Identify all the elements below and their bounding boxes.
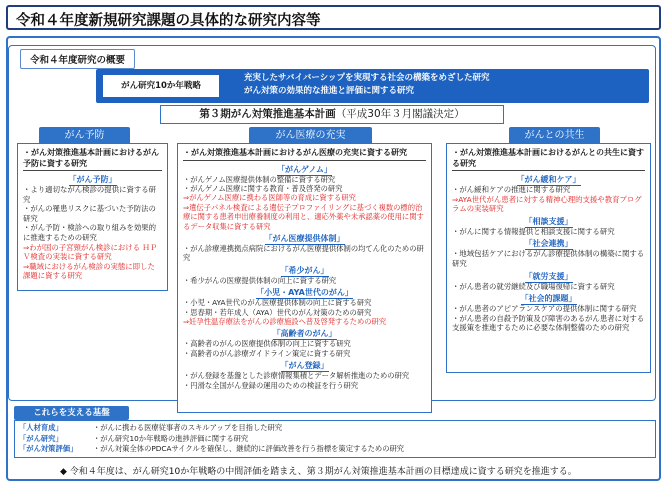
highlight-item: ⇒わが国の子宮頸がん検診における ＨＰＶ検査の実装に資する研究 [23,242,158,262]
medical-heading: ・がん対策推進基本計画におけるがん医療の充実に資する研究 [183,148,426,161]
coexist-heading: ・がん対策推進基本計画におけるがんとの共生に資する研究 [452,148,645,171]
strategy-line-1: 充実したサバイバーシップを実現する社会の構築をめざした研究 [244,73,490,83]
research-item: ・高齢者のがん診療ガイドライン策定に資する研究 [183,348,351,358]
category-title [183,165,426,175]
category-title [183,329,426,339]
research-item: ・がん患者の自殺予防策及び障害のあるがん患者に対する支援策を推進するために必要な体制整備のための研究 [452,313,645,333]
support-text-eval: ・がん対策全体のPDCAサイクルを確保し、継続的に評価改善を行う指標を策定するための研究 [93,444,405,453]
category-label: 「がん予防」 [68,175,117,184]
category-label: 「社会連携」 [524,239,573,249]
category-title [183,266,426,276]
support-row [19,434,651,445]
category-title [452,175,645,185]
strategy-text [244,72,489,98]
category-title [452,239,645,249]
research-item: ・地域包括ケアにおけるがん診療提供体制の構築に関する研究 [452,249,645,268]
research-item: ・がんの罹患リスクに基づいた予防法の研究 [23,204,156,223]
coexist-box [446,143,651,373]
highlight-item: ⇒がんゲノム医療に携わる医師等の育成に資する研究 [183,193,356,203]
strategy-label: がん研究10か年戦略 [103,75,219,97]
support-row [19,444,651,455]
category-label: 「がん登録」 [280,361,329,371]
support-label-eval: 「がん対策評価」 [19,444,78,453]
support-row [19,423,651,434]
plan-title-sub: （平成30年３月閣議決定） [335,108,465,120]
bottom-note: ◆ 令和４年度は、がん研究10か年戦略の中間評価を踏まえ、第３期がん対策推進基本計画の目標達成に資する研究を推進する。 [60,467,577,477]
strategy-line-2: がん対策の効果的な推進と評価に関する研究 [244,86,415,96]
category-label: 「希少がん」 [280,265,329,275]
research-item: ・小児・AYA世代のがん医療提供体制の向上に資する研究 [183,298,372,308]
prevention-categories [23,175,162,281]
category-label: 「社会的課題」 [520,294,577,304]
research-item: ・高齢者のがんの医療提供体制の向上に資する研究 [183,339,351,349]
highlight-item: ⇒AYA世代がん患者に対する精神心理的支援や教育プログラムの実装研究 [452,194,642,214]
research-item: ・がん緩和ケアの推進に関する研究 [452,185,571,194]
highlight-item: ⇒遺伝子パネル検査による遺伝子プロファイリングに基づく複数の標的治療に関する患者申出療養制度の利用と、適応外薬や未承認薬の使用に関するデータ収集に資する研究 [183,202,424,231]
category-label: 「がん緩和ケア」 [516,175,581,184]
research-item: ・がん患者の就労継続及び職場復帰に資する研究 [452,281,615,291]
category-label: 「がん医療提供体制」 [264,233,345,243]
tab-prevention: がん予防 [39,127,130,144]
plan-title-main: 第３期がん対策推進基本計画 [199,108,336,120]
support-label-hr: 「人材育成」 [19,423,63,432]
tab-coexist: がんとの共生 [509,127,600,144]
category-title [183,234,426,244]
research-item: ・がんゲノム医療提供体制の整備に資する研究 [183,174,336,184]
category-title [183,361,426,371]
research-item: ・円滑な全国がん登録の運用のための検証を行う研究 [183,380,359,390]
overview-tab: 令和４年度研究の概要 [20,49,135,69]
category-title [23,175,162,185]
support-text-hr: ・がんに携わる医療従事者のスキルアップを目指した研究 [93,423,283,432]
category-title [183,288,426,298]
medical-categories [183,165,426,391]
category-label: 「相談支援」 [524,216,573,226]
research-item: ・がん患者のアピアランスケアの提供体制に関する研究 [452,304,637,314]
support-text-research: ・がん研究10か年戦略の進捗評価に関する研究 [93,433,249,443]
page-title: 令和４年度新規研究課題の具体的な研究内容等 [6,5,661,30]
research-item: ・がん予防・検診への取り組みを効果的に推進するための研究 [23,223,157,242]
category-label: 「小児・AYA世代のがん」 [256,288,353,298]
category-label: 「高齢者のがん」 [272,329,337,339]
research-item: ・思春期・若年成人（AYA）世代のがん対策のための研究 [183,307,372,317]
support-box [14,420,656,458]
research-item: ・がんゲノム医療に関する教育・普及啓発の研究 [183,183,343,193]
support-tab: これらを支える基盤 [14,406,129,420]
highlight-item: ⇒妊孕性温存療法をがんの診療施設へ普及啓発するための研究 [183,316,387,326]
category-label: 「就労支援」 [524,271,573,281]
category-title [452,272,645,282]
category-title [452,294,645,304]
research-item: ・がん登録を基盤とした診療情報集積とデータ解析推進のための研究 [183,371,410,381]
prevention-heading: ・がん対策推進基本計画におけるがん予防に資する研究 [23,148,162,171]
research-item: ・がんに関する情報提供と相談支援に関する研究 [452,226,615,236]
coexist-categories [452,175,645,333]
research-item: ・希少がんの医療提供体制の向上に資する研究 [183,275,337,285]
prevention-box [17,143,168,291]
category-title [452,217,645,227]
research-item: ・より適切ながん検診の提供に資する研究 [23,185,157,204]
tab-medical: がん医療の充実 [249,127,372,144]
support-label-research: 「がん研究」 [19,433,63,443]
research-item: ・がん診療連携拠点病院におけるがん医療提供体制の均てん化のための研究 [183,243,424,263]
medical-box [177,143,432,413]
category-label: 「がんゲノム」 [277,164,332,174]
highlight-item: ⇒職域におけるがん検診の実態に即した課題に資する研究 [23,261,155,281]
plan-title [160,105,504,124]
